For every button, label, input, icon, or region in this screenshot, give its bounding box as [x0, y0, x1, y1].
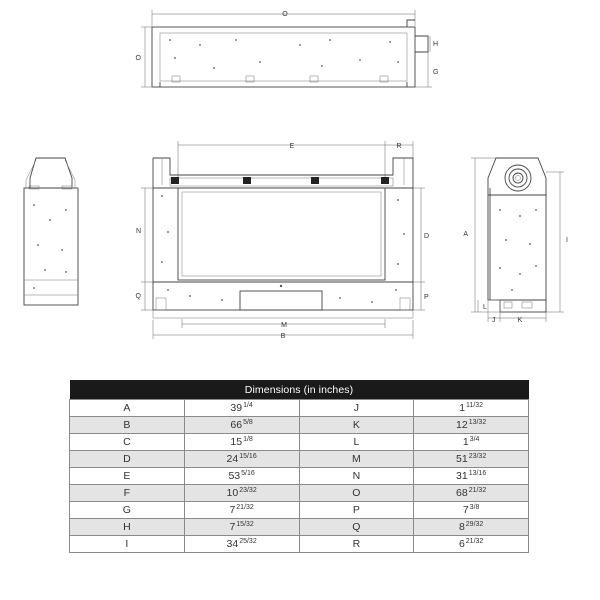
table-row [70, 536, 529, 553]
table-row [70, 502, 529, 519]
dimension-letter: D [70, 451, 185, 468]
value-whole: 1 [459, 402, 466, 414]
value-fraction: 23/32 [468, 453, 487, 460]
label-r: R [396, 143, 402, 150]
label-q: Q [135, 293, 141, 300]
dimension-letter: O [299, 485, 414, 502]
dimension-letter: K [299, 417, 414, 434]
label-o-side: O [135, 55, 141, 62]
label-l: L [483, 304, 487, 311]
dimension-value [414, 468, 529, 485]
value-whole: 66 [230, 419, 243, 431]
table-row [70, 434, 529, 451]
table-title: Dimensions (in inches) [70, 380, 529, 400]
dimension-letter: E [70, 468, 185, 485]
dimension-letter: H [70, 519, 185, 536]
label-o-top: O [282, 11, 288, 18]
dimension-value [414, 485, 529, 502]
value-whole: 7 [462, 504, 469, 516]
dimension-value [414, 519, 529, 536]
dimension-letter: M [299, 451, 414, 468]
label-p: P [424, 294, 429, 301]
dimension-value [414, 451, 529, 468]
table-row [70, 400, 529, 417]
dimension-value [414, 434, 529, 451]
dimension-letter: C [70, 434, 185, 451]
top-view [136, 10, 439, 87]
dimension-letter: N [299, 468, 414, 485]
value-whole: 8 [458, 521, 465, 533]
value-fraction: 15/16 [239, 453, 257, 460]
value-fraction: 11/32 [466, 402, 484, 409]
table-row [70, 417, 529, 434]
dimension-value [184, 417, 299, 434]
value-whole: 7 [229, 521, 236, 533]
left-side-view [24, 158, 78, 305]
dimension-letter: A [70, 400, 185, 417]
value-fraction: 13/32 [468, 419, 487, 426]
value-fraction: 21/32 [236, 504, 254, 511]
dimension-value [414, 400, 529, 417]
label-m: M [281, 322, 287, 329]
dimension-letter: Q [299, 519, 414, 536]
label-n: N [135, 228, 141, 235]
dimension-letter: B [70, 417, 185, 434]
label-e: E [289, 143, 295, 150]
dimension-letter: G [70, 502, 185, 519]
label-g: G [433, 69, 439, 76]
dimension-value [184, 451, 299, 468]
value-whole: 24 [226, 453, 239, 465]
value-fraction: 5/8 [243, 419, 253, 426]
label-k: K [517, 317, 523, 324]
front-view [136, 141, 430, 340]
table-row [70, 468, 529, 485]
value-fraction: 1/4 [243, 402, 253, 409]
dimension-value [184, 519, 299, 536]
dimension-letter: P [299, 502, 414, 519]
dimension-value [184, 400, 299, 417]
value-whole: 12 [456, 419, 468, 431]
dimension-value [414, 536, 529, 553]
value-whole: 51 [456, 453, 468, 465]
value-fraction: 29/32 [465, 521, 484, 528]
label-h: H [433, 41, 439, 48]
dimensions-table [69, 380, 529, 553]
value-fraction: 15/32 [236, 521, 254, 528]
dimension-value [414, 502, 529, 519]
dimension-value [184, 502, 299, 519]
dimension-letter: R [299, 536, 414, 553]
dimension-value [414, 417, 529, 434]
value-whole: 34 [226, 538, 239, 550]
dimension-value [184, 468, 299, 485]
dimension-value [184, 434, 299, 451]
dimension-letter: J [299, 400, 414, 417]
dimension-letter: I [70, 536, 185, 553]
table-row [70, 485, 529, 502]
value-fraction: 13/16 [468, 470, 487, 477]
dimension-letter: F [70, 485, 185, 502]
value-fraction: 21/32 [465, 538, 484, 545]
value-fraction: 1/8 [243, 436, 253, 443]
value-whole: 68 [456, 487, 468, 499]
table-body [70, 400, 529, 553]
value-whole: 6 [458, 538, 465, 550]
value-fraction: 23/32 [239, 487, 257, 494]
right-side-view [463, 158, 568, 324]
value-whole: 7 [229, 504, 236, 516]
table-row [70, 519, 529, 536]
value-whole: 53 [228, 470, 241, 482]
value-whole: 10 [226, 487, 239, 499]
label-i: I [566, 237, 568, 244]
label-b: B [280, 333, 286, 340]
value-whole: 1 [462, 436, 469, 448]
value-whole: 39 [230, 402, 243, 414]
value-fraction: 3/8 [469, 504, 480, 511]
value-fraction: 5/16 [241, 470, 255, 477]
dimension-value [184, 536, 299, 553]
label-j: J [492, 317, 496, 324]
label-a: A [463, 231, 468, 238]
dimension-letter: L [299, 434, 414, 451]
value-fraction: 3/4 [469, 436, 480, 443]
value-whole: 31 [456, 470, 468, 482]
value-whole: 15 [230, 436, 243, 448]
value-fraction: 25/32 [239, 538, 257, 545]
dimension-value [184, 485, 299, 502]
table-row [70, 451, 529, 468]
label-d: D [424, 233, 430, 240]
value-fraction: 21/32 [468, 487, 487, 494]
